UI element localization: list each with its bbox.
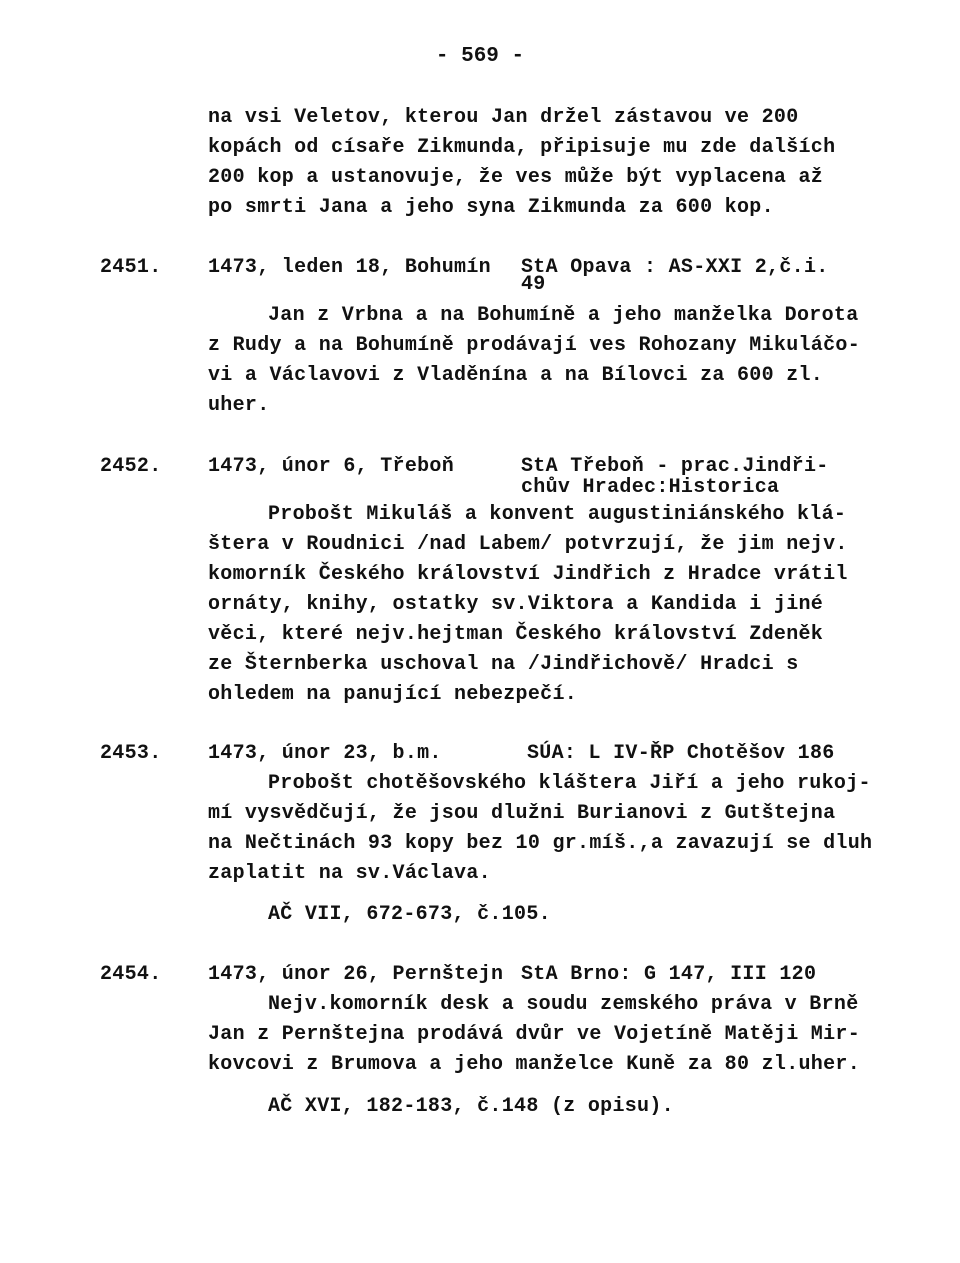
entry-date-place: 1473, únor 6, Třeboň — [208, 455, 455, 478]
text-line: Jan z Pernštejna prodává dvůr ve Vojetíně Matěji Mir- — [208, 1023, 861, 1046]
text-line: po smrti Jana a jeho syna Zikmunda za 600 kop. — [208, 196, 774, 219]
entry-source-continued: 49 — [521, 273, 546, 296]
text-line: uher. — [208, 394, 270, 417]
text-line: kopách od císaře Zikmunda, připisuje mu zde dalších — [208, 136, 836, 159]
entry-reference: AČ VII, 672-673, č.105. — [268, 903, 551, 926]
text-line: vi a Václavovi z Vladěnína a na Bílovci za 600 zl. — [208, 364, 824, 387]
entry-number: 2451. — [100, 256, 162, 279]
entry-source: StA Třeboň - prac.Jindři- — [521, 455, 829, 478]
text-line: na vsi Veletov, kterou Jan držel zástavou ve 200 — [208, 106, 799, 129]
page-number: - 569 - — [435, 45, 525, 68]
text-line: komorník Českého království Jindřich z Hradce vrátil — [208, 563, 848, 586]
text-line: ohledem na panující nebezpečí. — [208, 683, 578, 706]
text-line: na Nečtinách 93 kopy bez 10 gr.míš.,a zavazují se dluh — [208, 832, 873, 855]
text-line: ze Šternberka uschoval na /Jindřichově/ Hradci s — [208, 653, 799, 676]
text-line: zaplatit na sv.Václava. — [208, 862, 491, 885]
entry-reference: AČ XVI, 182-183, č.148 (z opisu). — [268, 1095, 674, 1118]
text-line: věci, které nejv.hejtman Českého království Zdeněk — [208, 623, 824, 646]
entry-number: 2454. — [100, 963, 162, 986]
text-line: Probošt Mikuláš a konvent augustiniánského klá- — [268, 503, 847, 526]
text-line: ornáty, knihy, ostatky sv.Viktora a Kandida i jiné — [208, 593, 824, 616]
entry-source: SÚA: L IV-ŘP Chotěšov 186 — [527, 742, 835, 765]
entry-date-place: 1473, únor 26, Pernštejn — [208, 963, 504, 986]
text-line: štera v Roudnici /nad Labem/ potvrzují, že jim nejv. — [208, 533, 848, 556]
text-line: z Rudy a na Bohumíně prodávají ves Rohozany Mikuláčo- — [208, 334, 861, 357]
entry-source-continued: chův Hradec:Historica — [521, 476, 780, 499]
entry-date-place: 1473, leden 18, Bohumín — [208, 256, 491, 279]
text-line: 200 kop a ustanovuje, že ves může být vyplacena až — [208, 166, 824, 189]
entry-source: StA Brno: G 147, III 120 — [521, 963, 817, 986]
text-line: Jan z Vrbna a na Bohumíně a jeho manželka Dorota — [268, 304, 859, 327]
text-line: mí vysvědčují, že jsou dlužni Burianovi z Gutštejna — [208, 802, 836, 825]
entry-number: 2452. — [100, 455, 162, 478]
text-line: kovcovi z Brumova a jeho manželce Kuně za 80 zl.uher. — [208, 1053, 861, 1076]
entry-number: 2453. — [100, 742, 162, 765]
text-line: Probošt chotěšovského kláštera Jiří a jeho rukoj- — [268, 772, 871, 795]
entry-source: StA Opava : AS-XXI 2,č.i. — [521, 256, 829, 279]
entry-date-place: 1473, únor 23, b.m. — [208, 742, 442, 765]
text-line: Nejv.komorník desk a soudu zemského práva v Brně — [268, 993, 859, 1016]
